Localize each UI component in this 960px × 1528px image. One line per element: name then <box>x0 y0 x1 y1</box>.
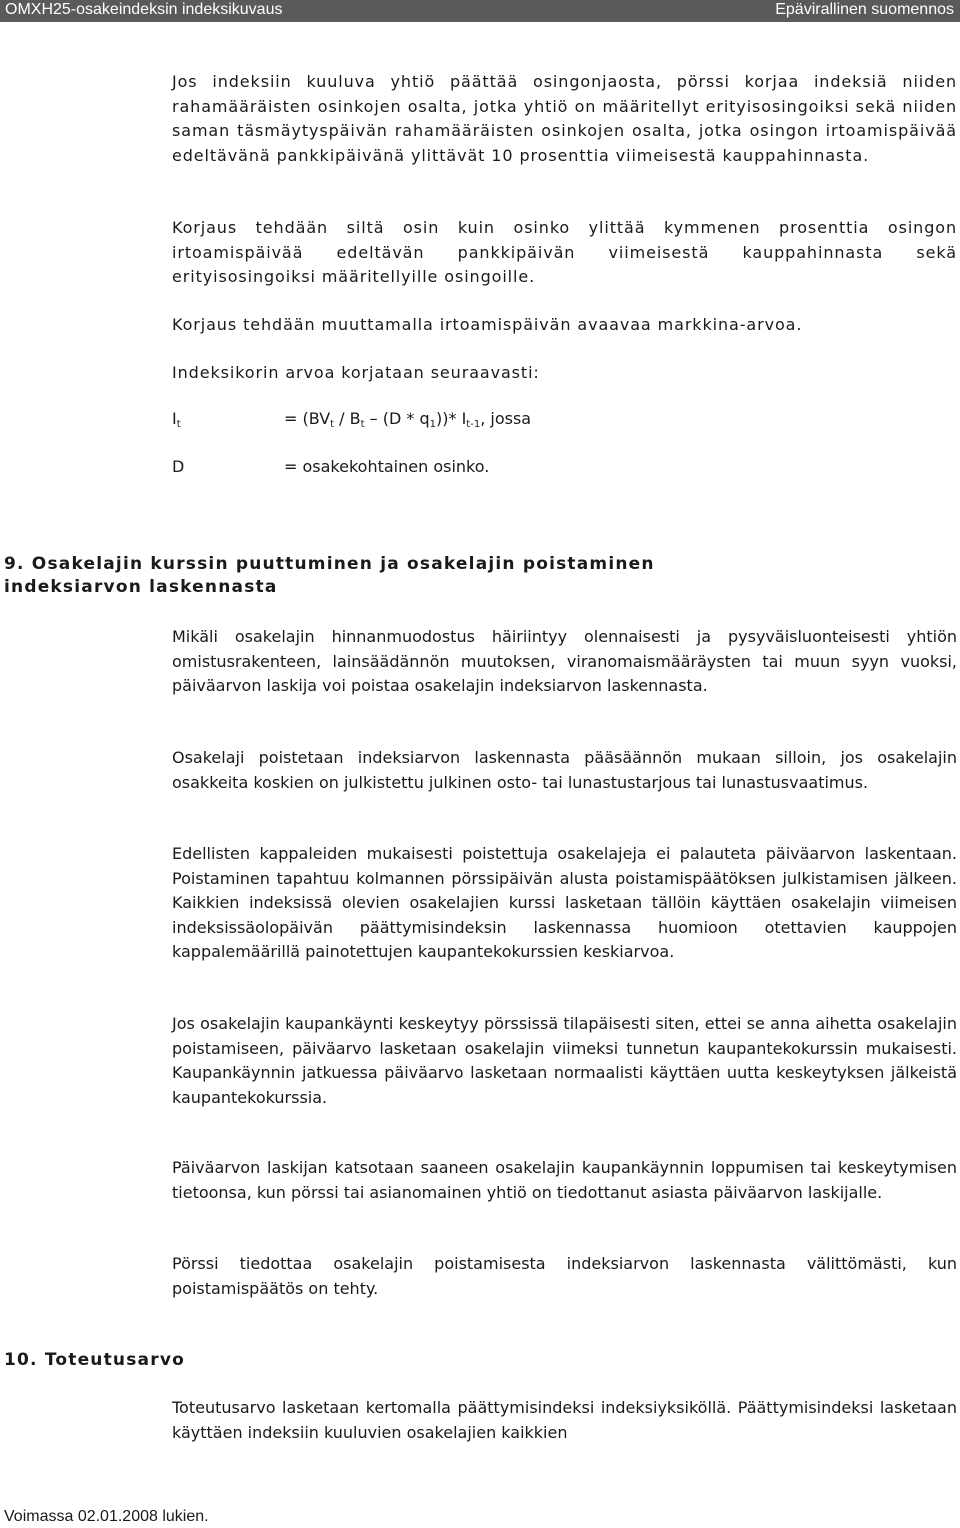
section9-paragraph-4 <box>172 1012 957 1110</box>
section10-paragraph-1 <box>172 1396 957 1445</box>
heading-line: 9. Osakelajin kurssin puuttuminen ja osakelajin poistaminen <box>4 554 655 574</box>
section-heading-9 <box>4 553 764 599</box>
page-footer-validity: Voimassa 02.01.2008 lukien. <box>4 1508 209 1525</box>
paragraph-text: Mikäli osakelajin hinnanmuodostus häiriintyy olennaisesti ja pysyväisluonteisesti yhtiön omistusrakenteen, lainsäädännön muutoksen, viranomaismääräysten tai muun syyn vuoksi, päiväarvon laskija voi poistaa osakelajin indeksiarvon laskennasta. <box>172 627 957 695</box>
paragraph-text: Osakelaji poistetaan indeksiarvon laskennasta pääsäännön mukaan silloin, jos osakelajin osakkeita koskien on julkistettu julkinen osto- tai lunastustarjous tai lunastusvaatimus. <box>172 748 957 792</box>
formula-expression: = osakekohtainen osinko. <box>284 457 490 476</box>
document-title: OMXH25-osakeindeksin indeksikuvaus <box>5 1 283 18</box>
paragraph-dividend-correction <box>172 70 957 168</box>
paragraph-text: Indeksikorin arvoa korjataan seuraavasti: <box>172 363 540 382</box>
heading-line: indeksiarvon laskennasta <box>4 577 278 597</box>
translation-note: Epävirallinen suomennos <box>775 1 954 18</box>
section-heading-10: 10. Toteutusarvo <box>4 1350 185 1370</box>
formula-expression: = $(BV_t / B_t - (D * q_1))*$ $I_{t-1}$, jossa <box>284 409 532 430</box>
paragraph-text: Pörssi tiedottaa osakelajin poistamisesta indeksiarvon laskennasta välittömästi, kun poistamispäätös on tehty. <box>172 1254 957 1298</box>
paragraph-formula-intro <box>172 361 957 386</box>
paragraph-correction-scope <box>172 216 957 290</box>
paragraph-text: Päiväarvon laskijan katsotaan saaneen osakelajin kaupankäynnin loppumisen tai keskeytymisen tietoonsa, kun pörssi tai asianomainen yhtiö on tiedottanut asiasta päiväarvon laskijalle. <box>172 1158 957 1202</box>
section9-paragraph-3 <box>172 842 957 965</box>
section9-paragraph-1 <box>172 625 957 699</box>
section9-paragraph-2 <box>172 746 957 795</box>
formula-symbol: $I_t$ <box>172 409 181 430</box>
paragraph-text: Jos indeksiin kuuluva yhtiö päättää osingonjaosta, pörssi korjaa indeksiä niiden rahamääräisten osinkojen osalta, jotka yhtiö on määritellyt erityisosingoiksi sekä niiden saman täsmäytyspäivän rahamääräisten osinkojen osalta, jotka osingon irtoamispäivää edeltävänä pankkipäivänä ylittävät 10 prosenttia viimeisestä kauppahinnasta. <box>172 72 957 165</box>
paragraph-text: Jos osakelajin kaupankäynti keskeytyy pörssissä tilapäisesti siten, ettei se anna aihetta osakelajin poistamiseen, päiväarvo lasketaan osakelajin viimeksi tunnetun kaupantekokurssin mukaisesti. Kaupankäynnin jatkuessa päiväarvo lasketaan normaalisti käyttäen uutta keskeytyksen jälkeistä kaupantekokurssia. <box>172 1014 957 1107</box>
section9-paragraph-6 <box>172 1252 957 1301</box>
paragraph-text: Edellisten kappaleiden mukaisesti poistettuja osakelajeja ei palauteta päiväarvon laskentaan. Poistaminen tapahtuu kolmannen pörssipäivän alusta poistamispäätöksen julkistamisen jälkeen. Kaikkien indeksissä olevien osakelajien kurssi lasketaan tällöin käyttäen osakelajin viimeisen indeksissäolopäivän päättymisindeksin laskennassa huomioon otettavien kauppojen kappalemäärillä painotettujen kaupantekokurssien keskiarvoa. <box>172 844 957 961</box>
section9-paragraph-5 <box>172 1156 957 1205</box>
paragraph-text: Korjaus tehdään muuttamalla irtoamispäivän avaavaa markkina-arvoa. <box>172 315 803 334</box>
formula-symbol: D <box>172 457 185 476</box>
page-header <box>0 0 960 22</box>
paragraph-correction-method <box>172 313 957 338</box>
paragraph-text: Toteutusarvo lasketaan kertomalla päättymisindeksi indeksiyksiköllä. Päättymisindeksi lasketaan käyttäen indeksiin kuuluvien osakelajien kaikkien <box>172 1398 957 1442</box>
paragraph-text: Korjaus tehdään siltä osin kuin osinko ylittää kymmenen prosenttia osingon irtoamispäivää edeltävän pankkipäivän viimeisestä kauppahinnasta sekä erityisosingoiksi määritellyille osingoille. <box>172 218 957 286</box>
